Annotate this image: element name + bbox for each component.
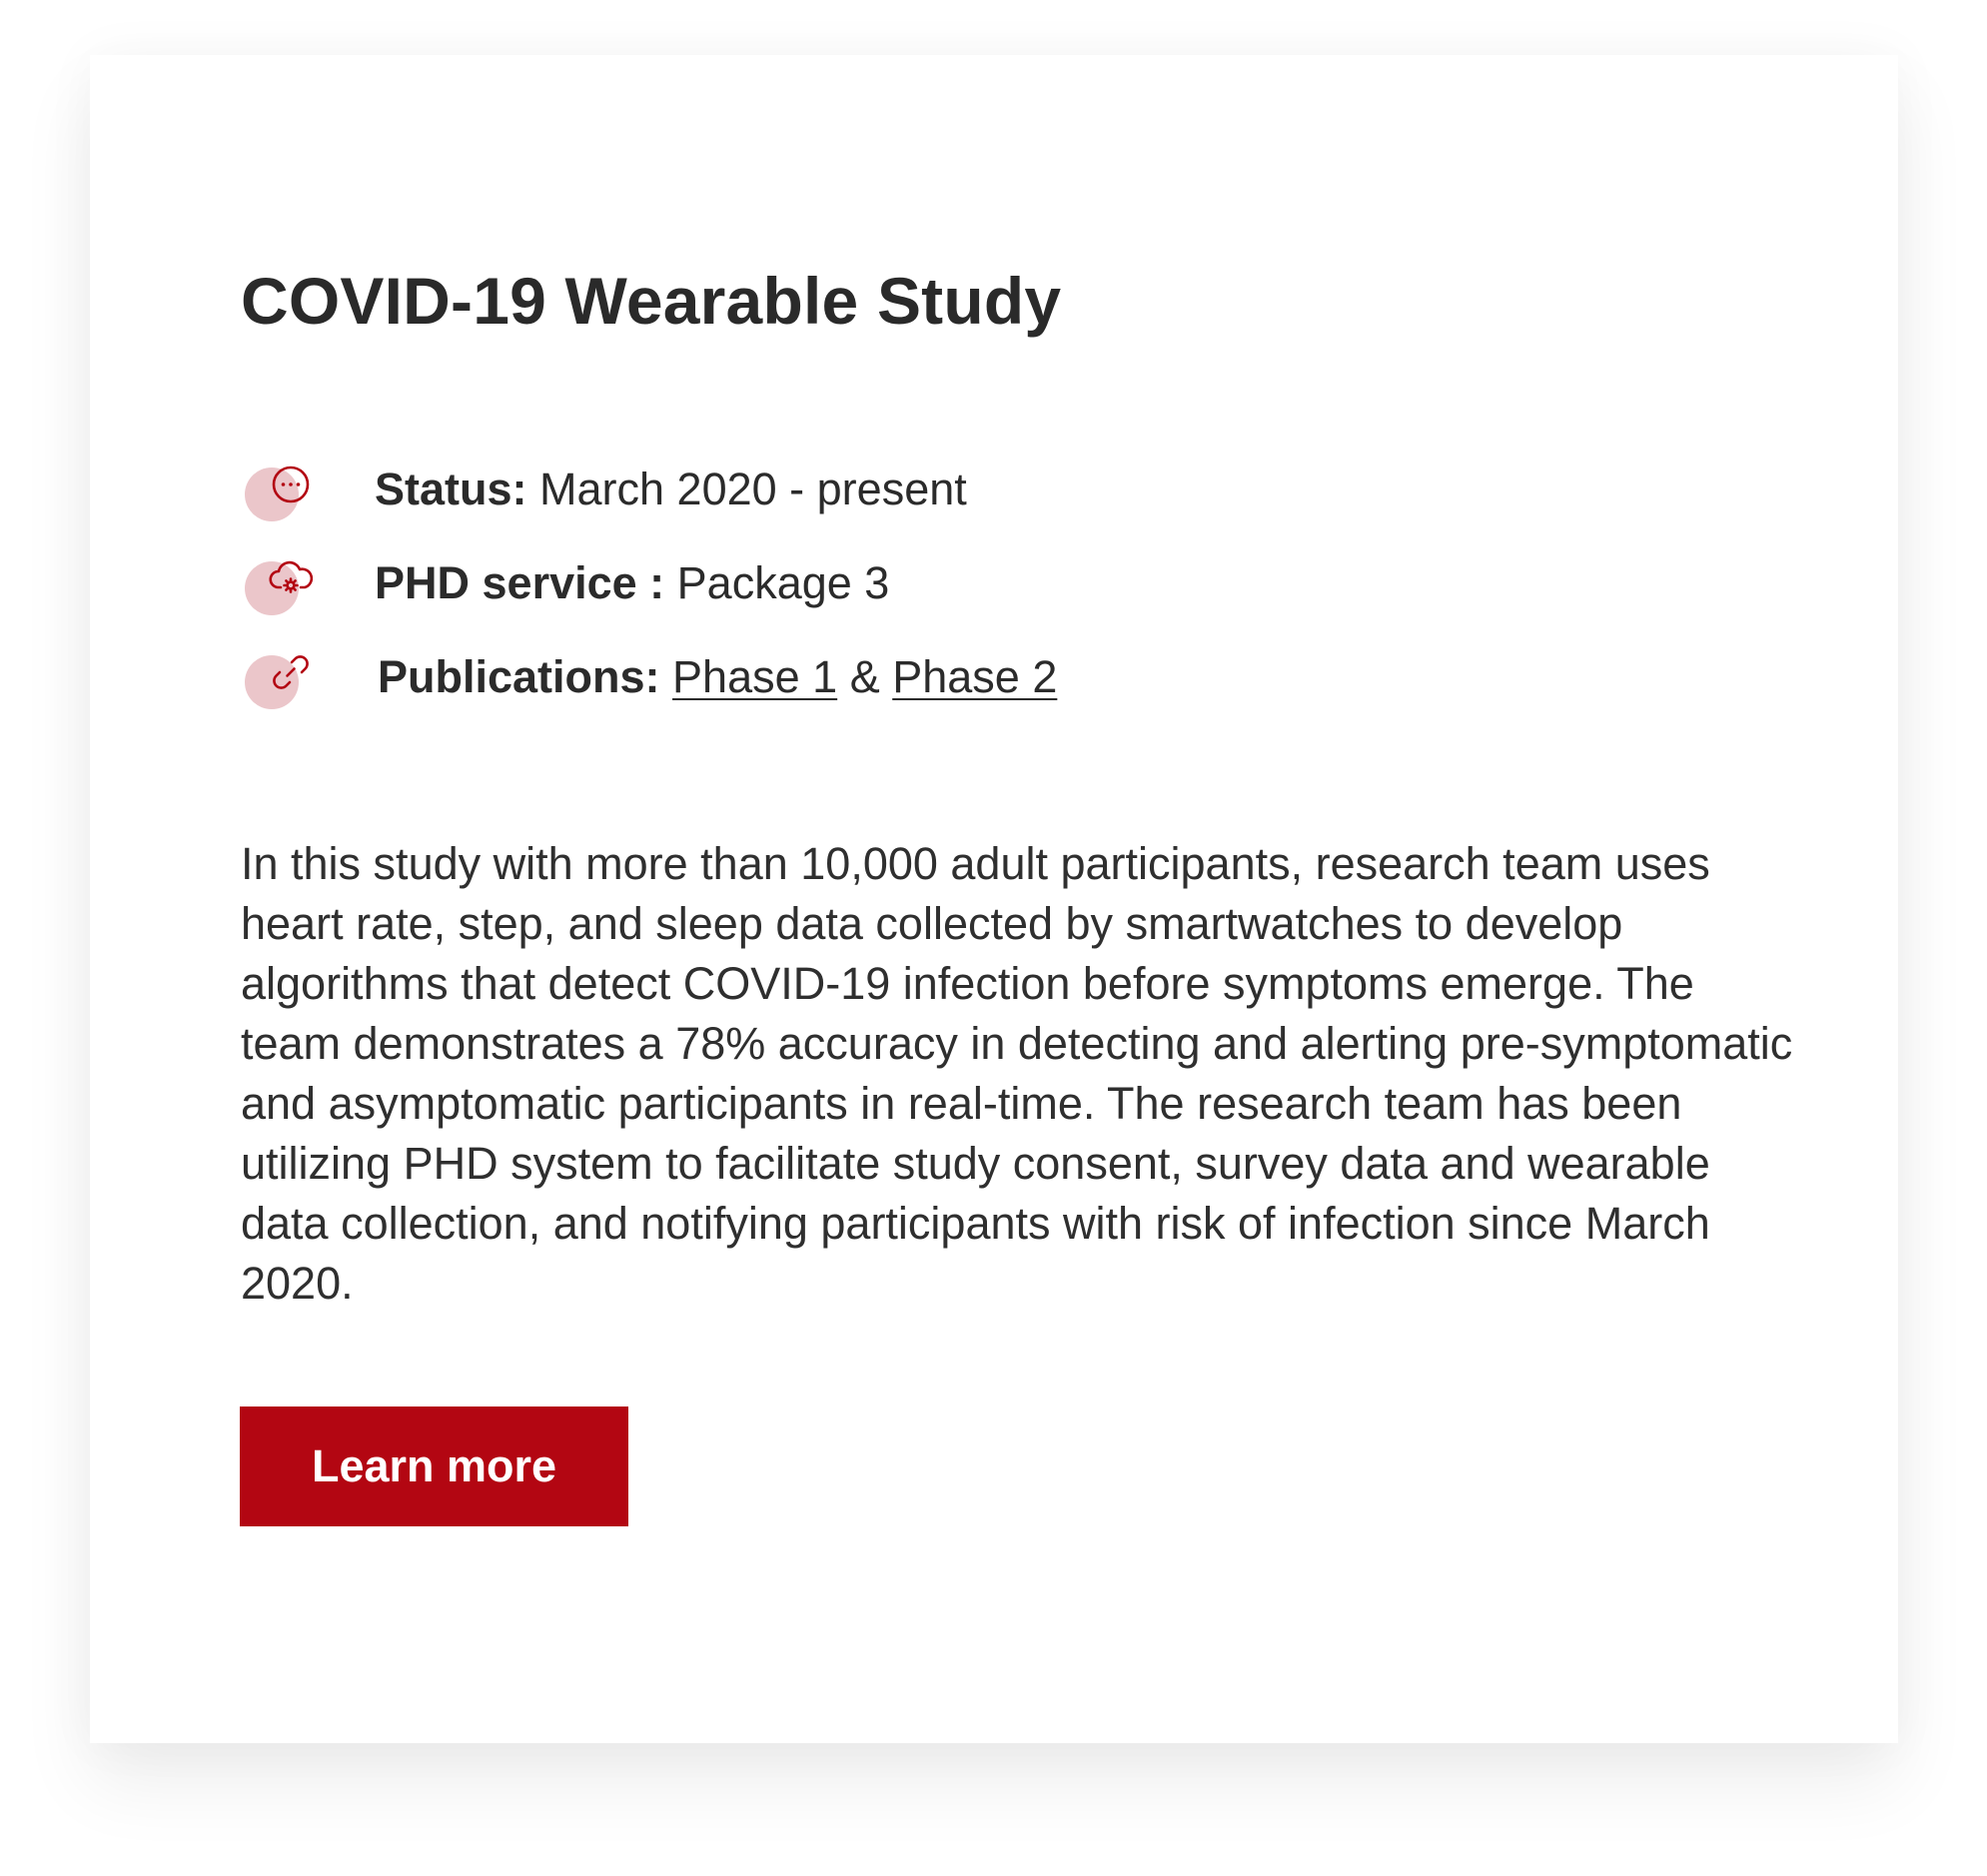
service-row: [241, 548, 889, 618]
status-row: [241, 455, 967, 524]
status-icon: [241, 455, 321, 524]
publications-label: Publications:: [378, 651, 660, 702]
status-text: [375, 464, 967, 515]
status-label: Status:: [375, 464, 527, 514]
publications-text: [378, 651, 1057, 703]
publication-separator: &: [849, 651, 880, 702]
service-label: PHD service :: [375, 557, 665, 608]
phase-2-link[interactable]: Phase 2: [892, 651, 1058, 702]
service-value: Package 3: [676, 557, 890, 608]
publications-row: [241, 642, 1057, 712]
phase-1-link[interactable]: Phase 1: [672, 651, 838, 702]
cloud-gear-icon: [241, 548, 321, 618]
service-text: [375, 557, 889, 609]
study-card: [90, 55, 1898, 1743]
learn-more-button[interactable]: Learn more: [240, 1407, 628, 1526]
study-description: In this study with more than 10,000 adult participants, research team uses heart rate, step, and sleep data collected by smartwatches to develop algorithms that detect COVID-19 infection before symptoms emerge. The team demonstrates a 78% accuracy in detecting and alerting pre-symptomatic and asymptomatic participants in real-time. The research team has been utilizing PHD system to facilitate study consent, survey data and wearable data collection, and notifying participants with risk of infection since March 2020.: [241, 838, 1793, 1309]
study-title: COVID-19 Wearable Study: [241, 264, 1062, 338]
link-icon: [241, 642, 321, 712]
status-value: March 2020 - present: [539, 464, 967, 514]
